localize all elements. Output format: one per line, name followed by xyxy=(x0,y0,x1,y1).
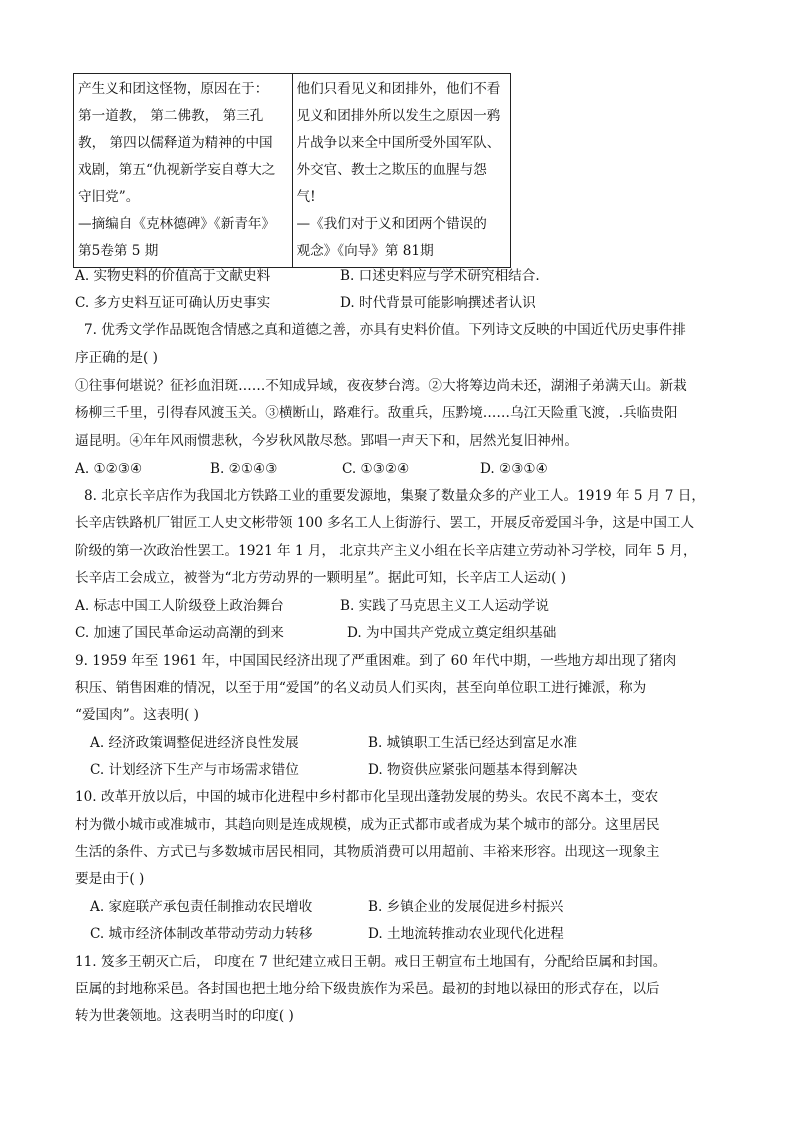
q8-stem-line: 长辛店铁路机厂钳匠工人史文彬带领 100 多名工人上街游行、罢工，开展反帝爱国斗争，这是中国工人 xyxy=(75,515,695,531)
q7-poem-line: 杨柳三千里，引得春风渡玉关。③横断山，路难行。敌重兵，压黔境……乌江天险重飞渡，.兵临贵阳 xyxy=(75,405,678,421)
table-line: 教， 第四以儒释道为精神的中国 xyxy=(78,135,273,151)
q7-option-a[interactable]: A. ①②③④ xyxy=(75,461,143,477)
q8-stem-line: 阶级的第一次政治性罢工。1921 年 1 月， 北京共产主义小组在长辛店建立劳动补习学校，同年 5 月， xyxy=(75,543,697,559)
source-comparison-table xyxy=(73,73,511,268)
q6-option-a[interactable]: A. 实物史料的价值高于文献史料 xyxy=(75,268,271,284)
table-line: 戏剧，第五“仇视新学妄自尊大之 xyxy=(78,162,276,178)
q10-option-d[interactable]: D. 土地流转推动农业现代化进程 xyxy=(368,926,564,942)
table-line: 外交官、教士之欺压的血腥与怨 xyxy=(296,162,487,178)
q7-stem: 7. 优秀文学作品既饱含情感之真和道德之善，亦具有史料价值。下列诗文反映的中国近代历史事件排 xyxy=(84,322,686,338)
q6-option-d[interactable]: D. 时代背景可能影响撰述者认识 xyxy=(340,295,536,311)
q8-option-a[interactable]: A. 标志中国工人阶级登上政治舞台 xyxy=(75,598,284,614)
q9-option-b[interactable]: B. 城镇职工生活已经达到富足水准 xyxy=(368,735,577,751)
q8-stem: 8. 北京长辛店作为我国北方铁路工业的重要发源地，集聚了数量众多的产业工人。1919 年 5 月 7 日， xyxy=(84,488,705,504)
table-line: 他们只看见义和团排外，他们不看 xyxy=(296,81,501,97)
q6-option-c[interactable]: C. 多方史料互证可确认历史事实 xyxy=(75,295,271,311)
q11-stem-line: 臣属的封地称采邑。各封国也把土地分给下级贵族作为采邑。最初的封地以禄田的形式存在，以后 xyxy=(75,981,660,997)
q9-stem-line: “爱国肉”。这表明( ) xyxy=(75,707,199,723)
table-line: 产生义和团这怪物，原因在于： xyxy=(78,81,269,97)
table-cell-right xyxy=(292,74,511,268)
q10-option-c[interactable]: C. 城市经济体制改革带动劳动力转移 xyxy=(90,926,313,942)
q10-stem: 10. 改革开放以后，中国的城市化进程中乡村都市化呈现出蓬勃发展的势头。农民不离本土，变农 xyxy=(75,789,659,805)
q11-stem: 11. 笈多王朝灭亡后， 印度在 7 世纪建立戒日王朝。戒日王朝宣布土地国有，分配给臣属和封国。 xyxy=(75,954,667,970)
table-line: 第一道教， 第二佛教， 第三孔 xyxy=(78,108,264,124)
table-line: 守旧党”。 xyxy=(78,189,140,205)
q10-stem-line: 生活的条件、方式已与多数城市居民相同，其物质消费可以用超前、丰裕来形容。出现这一现象主 xyxy=(75,844,660,860)
q7-option-c[interactable]: C. ①③②④ xyxy=(342,461,410,477)
table-line: 观念》《向导》第 81期 xyxy=(296,243,434,259)
table-line: 片战争以来全中国所受外国军队、 xyxy=(296,135,501,151)
q9-option-c[interactable]: C. 计划经济下生产与市场需求错位 xyxy=(90,762,299,778)
q11-stem-line: 转为世袭领地。这表明当时的印度( ) xyxy=(75,1008,294,1024)
q6-option-b[interactable]: B. 口述史料应与学术研究相结合. xyxy=(340,268,540,284)
q9-stem-line: 积压、销售困难的情况，以至于用“爱国”的名义动员人们买肉，甚至向单位职工进行摊派，称为 xyxy=(75,680,647,696)
q10-stem-line: 要是由于( ) xyxy=(75,871,145,887)
table-line: —《我们对于义和团两个错误的 xyxy=(296,216,487,232)
q9-option-d[interactable]: D. 物资供应紧张问题基本得到解决 xyxy=(368,762,578,778)
table-line: 第5卷第 5 期 xyxy=(78,243,159,259)
q9-stem: 9. 1959 年至 1961 年，中国国民经济出现了严重困难。到了 60 年代中期，一些地方却出现了猪肉 xyxy=(75,653,677,669)
q8-option-c[interactable]: C. 加速了国民革命运动高潮的到来 xyxy=(75,625,284,641)
q7-option-d[interactable]: D. ②③①④ xyxy=(480,461,548,477)
q10-stem-line: 村为微小城市或准城市，其趋向则是连成规模，成为正式都市或者成为某个城市的部分。这里居民 xyxy=(75,817,660,833)
table-cell-left xyxy=(74,74,293,268)
q7-option-b[interactable]: B. ②①④③ xyxy=(210,461,278,477)
q8-stem-line: 长辛店工会成立，被誉为“北方劳动界的一颗明星”。据此可知，长辛店工人运动( ) xyxy=(75,570,567,586)
q7-stem-cont: 序正确的是( ) xyxy=(75,350,158,366)
table-line: —摘编自《克林德碑》《新青年》 xyxy=(78,216,276,232)
table-line: 气! xyxy=(296,189,316,205)
q7-poem-line: ①往事何堪说？征衫血泪斑……不知成异域，夜夜梦台湾。②大将筹边尚未还，湖湘子弟满天山。新栽 xyxy=(75,378,687,394)
q8-option-d[interactable]: D. 为中国共产党成立奠定组织基础 xyxy=(347,625,557,641)
q7-poem-line: 逼昆明。④年年风雨惯悲秋，今岁秋风散尽愁。郢唱一声天下和，居然光复旧神州。 xyxy=(75,433,578,449)
q10-option-b[interactable]: B. 乡镇企业的发展促进乡村振兴 xyxy=(368,899,564,915)
q10-option-a[interactable]: A. 家庭联产承包责任制推动农民增收 xyxy=(90,899,313,915)
q8-option-b[interactable]: B. 实践了马克思主义工人运动学说 xyxy=(340,598,549,614)
table-line: 见义和团排外所以发生之原因一鸦 xyxy=(296,108,501,124)
q9-option-a[interactable]: A. 经济政策调整促进经济良性发展 xyxy=(90,735,299,751)
